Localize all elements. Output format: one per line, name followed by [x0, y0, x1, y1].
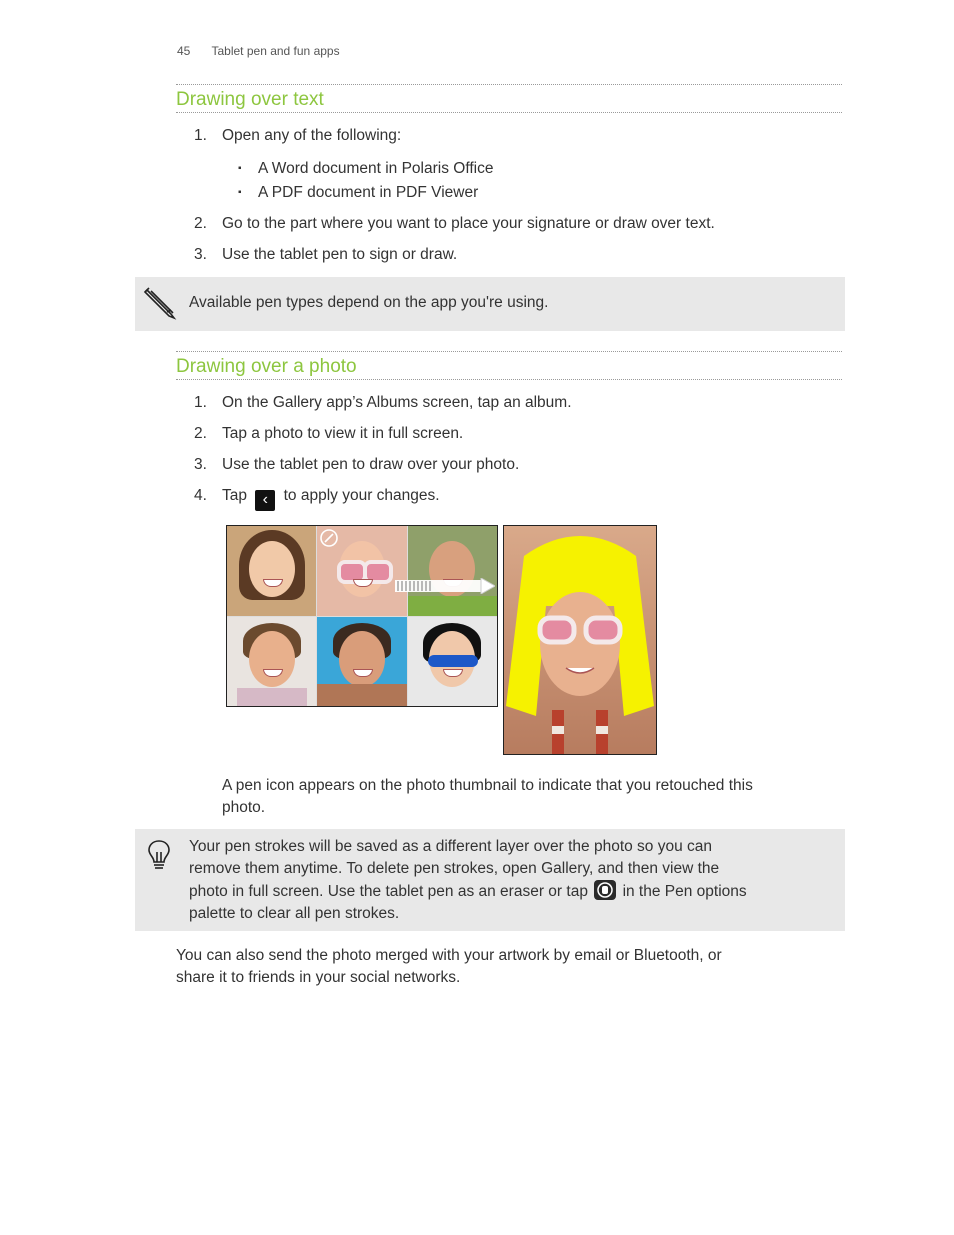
thumbnail-photo: [227, 617, 316, 707]
step-3: 3. Use the tablet pen to draw over your photo.: [194, 456, 520, 473]
thumbnail-photo: [408, 526, 497, 616]
closing-paragraph: You can also send the photo merged with your artwork by email or Bluetooth, or share it to friends in your social networks.: [176, 947, 722, 986]
note-box: [135, 277, 845, 331]
retouched-photo-full-screen: [503, 525, 657, 755]
tip-box: [135, 829, 845, 931]
note-text: Available pen types depend on the app you're using.: [189, 294, 549, 311]
thumbnail-photo: [317, 617, 406, 707]
step-1: 1. On the Gallery app’s Albums screen, tap an album.: [194, 394, 572, 411]
thumbnail-photo-retouched: [317, 526, 406, 616]
bullet-pdf-document: ▪ A PDF document in PDF Viewer: [238, 184, 479, 201]
lightbulb-icon: [147, 839, 171, 871]
bullet-word-document: ▪ A Word document in Polaris Office: [238, 160, 494, 177]
arrow-right-icon: [395, 578, 495, 594]
page-header: [177, 44, 340, 58]
step-1: 1. Open any of the following:: [194, 127, 402, 144]
photo-caption: A pen icon appears on the photo thumbnail to indicate that you retouched this photo.: [222, 777, 753, 816]
eraser-icon: [594, 880, 616, 900]
thumbnail-photo: [227, 526, 316, 616]
pen-icon: [143, 286, 177, 320]
yellow-pen-strokes: [504, 526, 656, 754]
tip-text: Your pen strokes will be saved as a different layer over the photo so you can remove them anytime. To delete pen strokes, open Gallery, and then view the photo in full screen. Use the tablet pen as an eraser or tap in the Pen options palette to clear all pen strokes.: [189, 838, 747, 922]
step-4: 4. Tap ‹ to apply your changes.: [194, 487, 440, 511]
chevron-left-icon: ‹: [255, 490, 275, 511]
thumbnail-photo: [408, 617, 497, 707]
step-2: 2. Tap a photo to view it in full screen.: [194, 425, 464, 442]
section-title-drawing-over-photo: Drawing over a photo: [176, 351, 842, 380]
step-3: 3. Use the tablet pen to sign or draw.: [194, 246, 458, 263]
section-title-drawing-over-text: Drawing over text: [176, 84, 842, 113]
step-2: 2. Go to the part where you want to place your signature or draw over text.: [194, 215, 715, 232]
gallery-thumbnail-grid: [226, 525, 498, 707]
chapter-title: Tablet pen and fun apps: [211, 44, 340, 58]
pen-badge-icon: [319, 528, 339, 548]
page-number: 45: [177, 44, 191, 58]
